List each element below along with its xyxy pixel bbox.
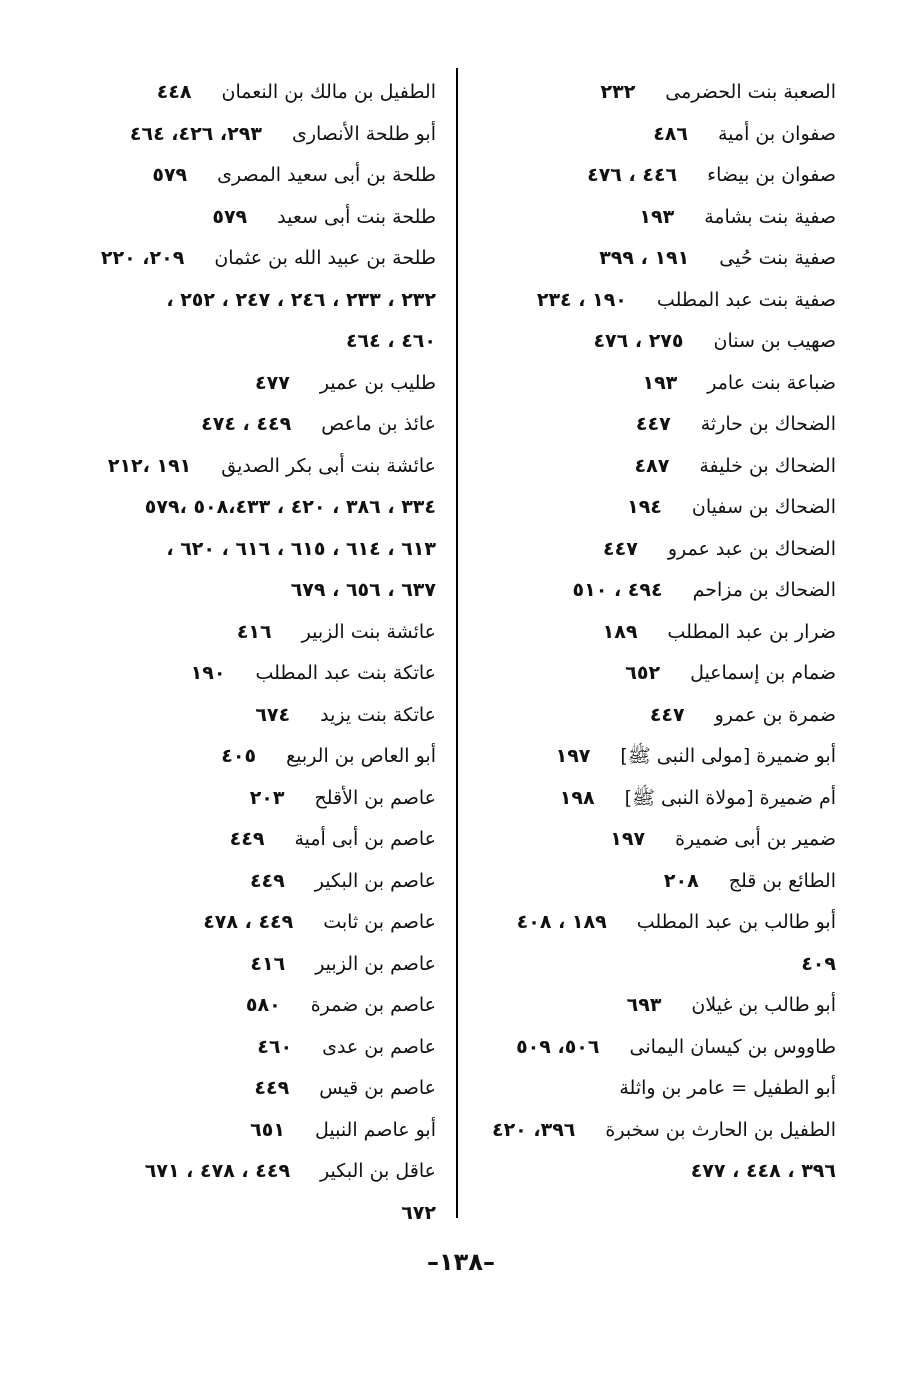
index-entry [480,404,836,446]
index-entry [480,197,836,239]
index-entry [90,72,436,114]
index-entry [480,280,836,322]
entry-pages: ١٩٣ [639,205,675,228]
index-entry [90,487,436,529]
entry-name: صفية بنت حُيى [719,247,836,269]
index-entry [90,1110,436,1152]
entry-name: أبو طلحة الأنصارى [291,122,436,145]
entry-pages: ٢٠٨ [663,869,699,892]
entry-name: عاصم بن البكير [314,869,436,892]
entry-pages: ١٩٤ [627,496,662,518]
entry-name: ضمام بن إسماعيل [690,662,836,684]
entry-name: صفوان بن أمية [718,122,836,145]
entry-pages: ٦٣٧ ، ٦٥٦ ، ٦٧٩ [290,579,436,601]
entry-name: الضحاك بن خليفة [699,454,836,477]
entry-name: عاصم بن أبى أمية [294,828,436,850]
index-entry [90,902,436,944]
entry-name: طلحة بن أبى سعيد المصرى [217,164,436,186]
index-entry [90,861,436,903]
index-entry [90,819,436,861]
entry-name: عائشة بنت أبى بكر الصديق [221,454,436,477]
index-entry [90,114,436,156]
index-entry [90,695,436,737]
entry-pages: ٢٣٢ ، ٢٣٣ ، ٢٤٦ ، ٢٤٧ ، ٢٥٢ ، [166,288,436,311]
entry-pages: ٤٤٩ [254,1077,290,1099]
entry-name: صفية بنت بشامة [704,205,836,228]
index-entry [480,570,836,612]
index-entry [90,1068,436,1110]
index-entry [480,114,836,156]
index-entry [90,197,436,239]
entry-pages: ٤٨٧ [634,454,670,477]
entry-pages: ١٩٣ [642,371,678,394]
index-entry [480,612,836,654]
entry-name: أبو الطفيل = عامر بن واثلة [619,1077,836,1099]
entry-pages: ١٩١ ،٢١٢ [107,454,192,477]
index-entry [90,1151,436,1193]
entry-pages: ٤١٦ [236,620,272,643]
index-entry [90,404,436,446]
index-entry [90,736,436,778]
index-entry [90,529,436,571]
entry-pages: ٥٠٦، ٥٠٩ [516,1035,600,1058]
index-column-left [90,72,436,1234]
entry-name: ضمرة بن عمرو [714,703,836,726]
entry-pages: ٣٣٤ ، ٣٨٦ ، ٤٢٠ ، ٥٠٨،٤٣٣ ،٥٧٩ [144,496,436,518]
index-column-right [480,72,836,1193]
entry-name: طلحة بن عبيد الله بن عثمان [214,247,436,269]
index-entry [480,1068,836,1110]
entry-name: عاتكة بنت عبد المطلب [255,662,436,684]
entry-name: عائذ بن ماعص [321,413,436,435]
entry-pages: ٤٩٤ ، ٥١٠ [572,579,663,601]
index-entry [480,1151,836,1193]
index-entry [480,695,836,737]
index-entry [90,363,436,405]
entry-pages: ١٩٧ [610,828,646,850]
index-entry [480,653,836,695]
entry-pages: ٥٧٩ [212,205,248,228]
page-number: –١٣٨– [427,1248,495,1276]
entry-name: عاصم بن عدى [322,1035,436,1058]
entry-pages: ٤٤٩ ، ٤٧٨ [203,911,294,933]
entry-pages: ٤٤٧ [649,703,685,726]
entry-name: عاصم بن ثابت [323,911,436,933]
entry-pages: ١٩٨ [559,786,595,809]
index-entry [90,570,436,612]
entry-pages: ٢٩٣، ٤٢٦، ٤٦٤ [129,122,262,145]
entry-name: أبو ضميرة [مولى النبى ﷺ] [620,745,836,767]
index-entry [480,446,836,488]
index-entry [480,487,836,529]
entry-name: أبو العاص بن الربيع [286,745,436,767]
entry-pages: ٤٤٧ [635,413,671,435]
entry-pages: ٤٦٠ ، ٤٦٤ [345,330,436,352]
entry-pages: ٤٠٥ [221,745,257,767]
entry-name: الضحاك بن مزاحم [692,579,836,601]
entry-name: عاتكة بنت يزيد [320,703,436,726]
entry-pages: ٣٩٦، ٤٢٠ [491,1118,576,1141]
index-entry [90,653,436,695]
index-entry [480,819,836,861]
entry-pages: ٢٧٥ ، ٤٧٦ [593,330,684,352]
entry-name: الضحاك بن عبد عمرو [667,537,836,560]
index-entry [480,985,836,1027]
entry-name: الطائع بن قلج [728,869,836,892]
entry-pages: ٤٤٩ ، ٤٧٤ [201,413,292,435]
index-entry [90,1193,436,1235]
entry-name: عائشة بنت الزبير [301,620,436,643]
entry-name: ضباعة بنت عامر [707,371,836,394]
entry-name: صهيب بن سنان [713,330,836,352]
entry-name: الطفيل بن الحارث بن سخبرة [605,1118,836,1141]
index-entry [480,72,836,114]
index-entry [90,155,436,197]
index-entry [480,238,836,280]
entry-pages: ١٩٠ ، ٢٣٤ [536,288,627,311]
entry-name: أم ضميرة [مولاة النبى ﷺ] [624,786,836,809]
entry-name: ضرار بن عبد المطلب [667,620,836,643]
entry-pages: ١٩١ ، ٣٩٩ [599,247,690,269]
index-entry [480,861,836,903]
entry-pages: ٤٤٨ [156,81,192,103]
index-entry [480,1110,836,1152]
entry-name: صفوان بن بيضاء [707,164,836,186]
index-entry [480,529,836,571]
index-entry [90,778,436,820]
entry-name: الضحاك بن سفيان [691,496,836,518]
column-divider [456,68,458,1218]
entry-pages: ٤٦٠ [257,1035,293,1058]
entry-pages: ٣٩٦ ، ٤٤٨ ، ٤٧٧ [690,1160,836,1182]
entry-name: عاصم بن الزبير [315,952,436,975]
index-entry [90,985,436,1027]
entry-pages: ٢٠٣ [249,786,285,809]
entry-pages: ٦٥١ [250,1118,285,1141]
index-entry [480,1027,836,1069]
entry-pages: ٢٣٢ [600,81,636,103]
index-entry [480,902,836,944]
entry-pages: ١٩٧ [555,745,591,767]
index-entry [480,363,836,405]
index-entry [90,321,436,363]
index-entry [480,778,836,820]
entry-pages: ١٨٩ [602,620,638,643]
entry-pages: ٤٧٧ [255,371,290,394]
entry-pages: ٤٤٩ ، ٤٧٨ ، ٦٧١ [144,1160,291,1182]
index-entry [480,736,836,778]
index-entry [90,238,436,280]
entry-pages: ٢٠٩، ٢٢٠ [100,247,185,269]
entry-name: عاصم بن ضمرة [310,994,436,1016]
entry-pages: ٤٠٩ [801,952,836,975]
entry-name: ضمير بن أبى ضميرة [675,828,836,850]
entry-name: عاقل بن البكير [320,1160,436,1182]
entry-name: صفية بنت عبد المطلب [656,288,836,311]
entry-name: طليب بن عمير [319,371,436,394]
entry-name: أبو طالب بن غيلان [691,994,836,1016]
entry-pages: ٦٧٤ [255,703,291,726]
entry-pages: ٦١٣ ، ٦١٤ ، ٦١٥ ، ٦١٦ ، ٦٢٠ ، [166,537,436,560]
index-entry [90,612,436,654]
index-entry [480,155,836,197]
entry-pages: ٥٧٩ [152,164,188,186]
entry-name: عاصم بن قيس [319,1077,436,1099]
entry-pages: ١٩٠ [190,662,226,684]
entry-pages: ٦٩٣ [626,994,662,1016]
entry-pages: ٤٨٦ [653,122,688,145]
entry-name: الضحاك بن حارثة [700,413,836,435]
entry-pages: ٥٨٠ [245,994,281,1016]
index-entry [90,446,436,488]
entry-name: أبو عاصم النبيل [314,1118,436,1141]
entry-pages: ٦٥٢ [625,662,661,684]
entry-pages: ٤٤٧ [603,537,638,560]
entry-pages: ٤١٦ [250,952,286,975]
entry-pages: ٤٤٩ [229,828,265,850]
entry-name: الطفيل بن مالك بن النعمان [221,81,436,103]
entry-pages: ٦٧٢ [401,1201,436,1224]
entry-pages: ٤٤٦ ، ٤٧٦ [587,164,678,186]
index-entry [480,321,836,363]
entry-name: أبو طالب بن عبد المطلب [636,911,836,933]
index-entry [90,280,436,322]
entry-name: الصعبة بنت الحضرمى [665,81,836,103]
entry-name: عاصم بن الأقلح [314,786,436,809]
index-entry [480,944,836,986]
entry-name: طاووس بن كيسان اليمانى [629,1035,836,1058]
entry-pages: ١٨٩ ، ٤٠٨ [516,911,607,933]
entry-pages: ٤٤٩ [249,869,285,892]
entry-name: طلحة بنت أبى سعيد [277,205,436,228]
index-entry [90,1027,436,1069]
index-entry [90,944,436,986]
